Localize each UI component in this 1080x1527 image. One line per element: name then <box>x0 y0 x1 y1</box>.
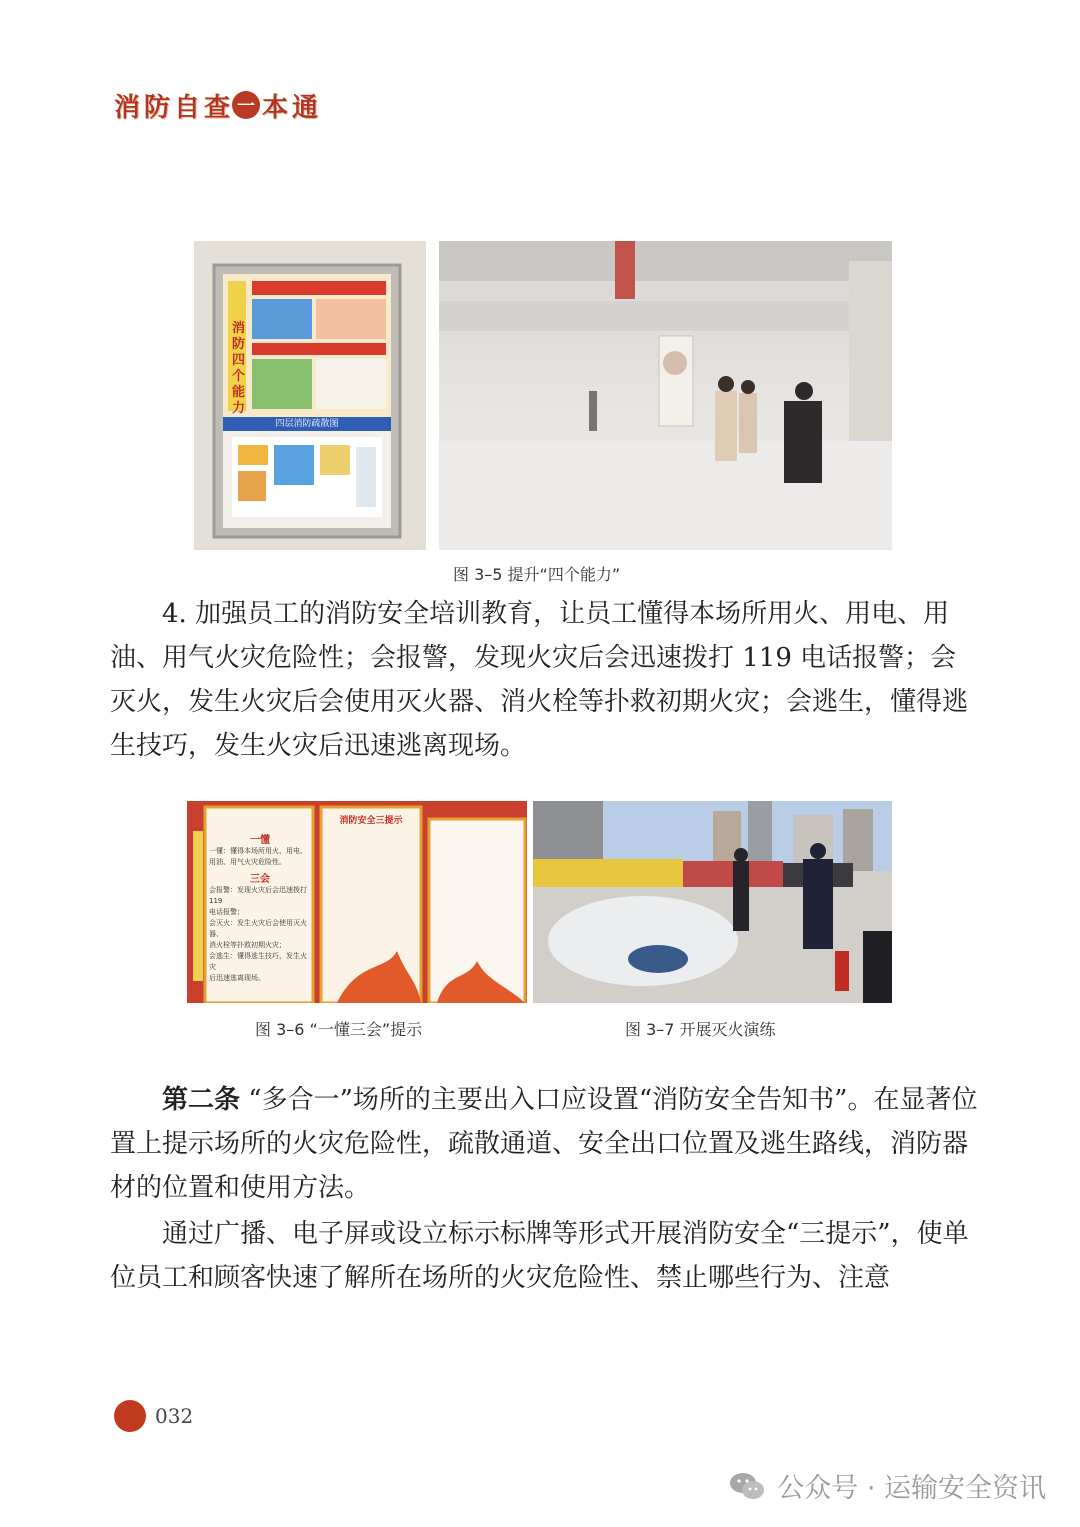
figure-caption-3-5: 图 3–5 提升“四个能力” <box>453 565 621 584</box>
poster-side-text: 消防四个能力 <box>232 321 246 416</box>
notice-middle-title: 消防安全三提示 <box>339 816 403 826</box>
article-label: 第二条 <box>162 1085 241 1115</box>
watermark-text: 公众号 · 运输安全资讯 <box>777 1473 1046 1504</box>
notice-board-photo <box>187 801 527 1003</box>
notice-line: 后迅速逃离现场。 <box>209 974 265 982</box>
yidong-heading: 一懂 <box>250 835 270 846</box>
logo-char: 本 <box>261 92 288 123</box>
notice-line: 一懂：懂得本场所用火、用电、 <box>209 847 307 855</box>
page-number: 032 <box>155 1404 194 1428</box>
mall-scene-illustration <box>439 241 892 550</box>
book-title-logo <box>112 88 320 122</box>
logo-char: 查 <box>203 92 230 123</box>
logo-char: 一 <box>232 91 260 119</box>
paragraph-training <box>110 592 980 768</box>
notice-left-panel <box>209 835 311 984</box>
paragraph-three-tips <box>110 1212 980 1300</box>
figure-caption-3-7: 图 3–7 开展灭火演练 <box>625 1020 776 1039</box>
wechat-icon <box>729 1471 765 1501</box>
notice-line: 电话报警； <box>209 908 244 916</box>
logo-char: 自 <box>173 92 200 123</box>
fire-poster-photo <box>194 241 426 550</box>
notice-line: 用油、用气火灾危险性。 <box>209 858 286 866</box>
figure-caption-3-6: 图 3–6 “一懂三会”提示 <box>255 1020 423 1039</box>
poster-title: 四层消防疏散图 <box>275 419 339 429</box>
sanhui-heading: 三会 <box>250 874 270 885</box>
paragraph-article-two <box>110 1078 980 1210</box>
logo-char: 通 <box>291 92 318 123</box>
paragraph-training-text: 4. 加强员工的消防安全培训教育，让员工懂得本场所用火、用电、用油、用气火灾危险性；会报警，发现火灾后会迅速拨打 119 电话报警；会灭火，发生火灾后会使用灭火器、消火栓等扑救初期火灾；会逃生，懂得逃生技巧，发生火灾后迅速逃离现场。 <box>110 599 969 761</box>
paragraph-article-two-text: “多合一”场所的主要出入口应设置“消防安全告知书”。在显著位置上提示场所的火灾危险性，疏散通道、安全出口位置及逃生路线，消防器材的位置和使用方法。 <box>110 1085 978 1203</box>
paragraph-three-tips-text: 通过广播、电子屏或设立标示标牌等形式开展消防安全“三提示”，使单位员工和顾客快速了解所在场所的火灾危险性、禁止哪些行为、注意 <box>110 1219 969 1293</box>
notice-line: 会逃生：懂得逃生技巧，发生火灾 <box>209 952 307 971</box>
poster-illustration <box>194 241 426 550</box>
notice-line: 会报警：发现火灾后会迅速拨打 119 <box>209 886 307 905</box>
notice-line: 会灭火：发生火灾后会使用灭火器、 <box>209 919 307 938</box>
logo-char: 消 <box>113 92 140 123</box>
mall-evacuation-photo <box>439 241 892 550</box>
logo-char: 防 <box>143 92 170 123</box>
page-number-dot <box>114 1400 146 1432</box>
fire-drill-illustration <box>533 801 892 1003</box>
notice-line: 消火栓等扑救初期火灾； <box>209 941 286 949</box>
wechat-watermark <box>729 1466 1046 1505</box>
fire-drill-photo <box>533 801 892 1003</box>
